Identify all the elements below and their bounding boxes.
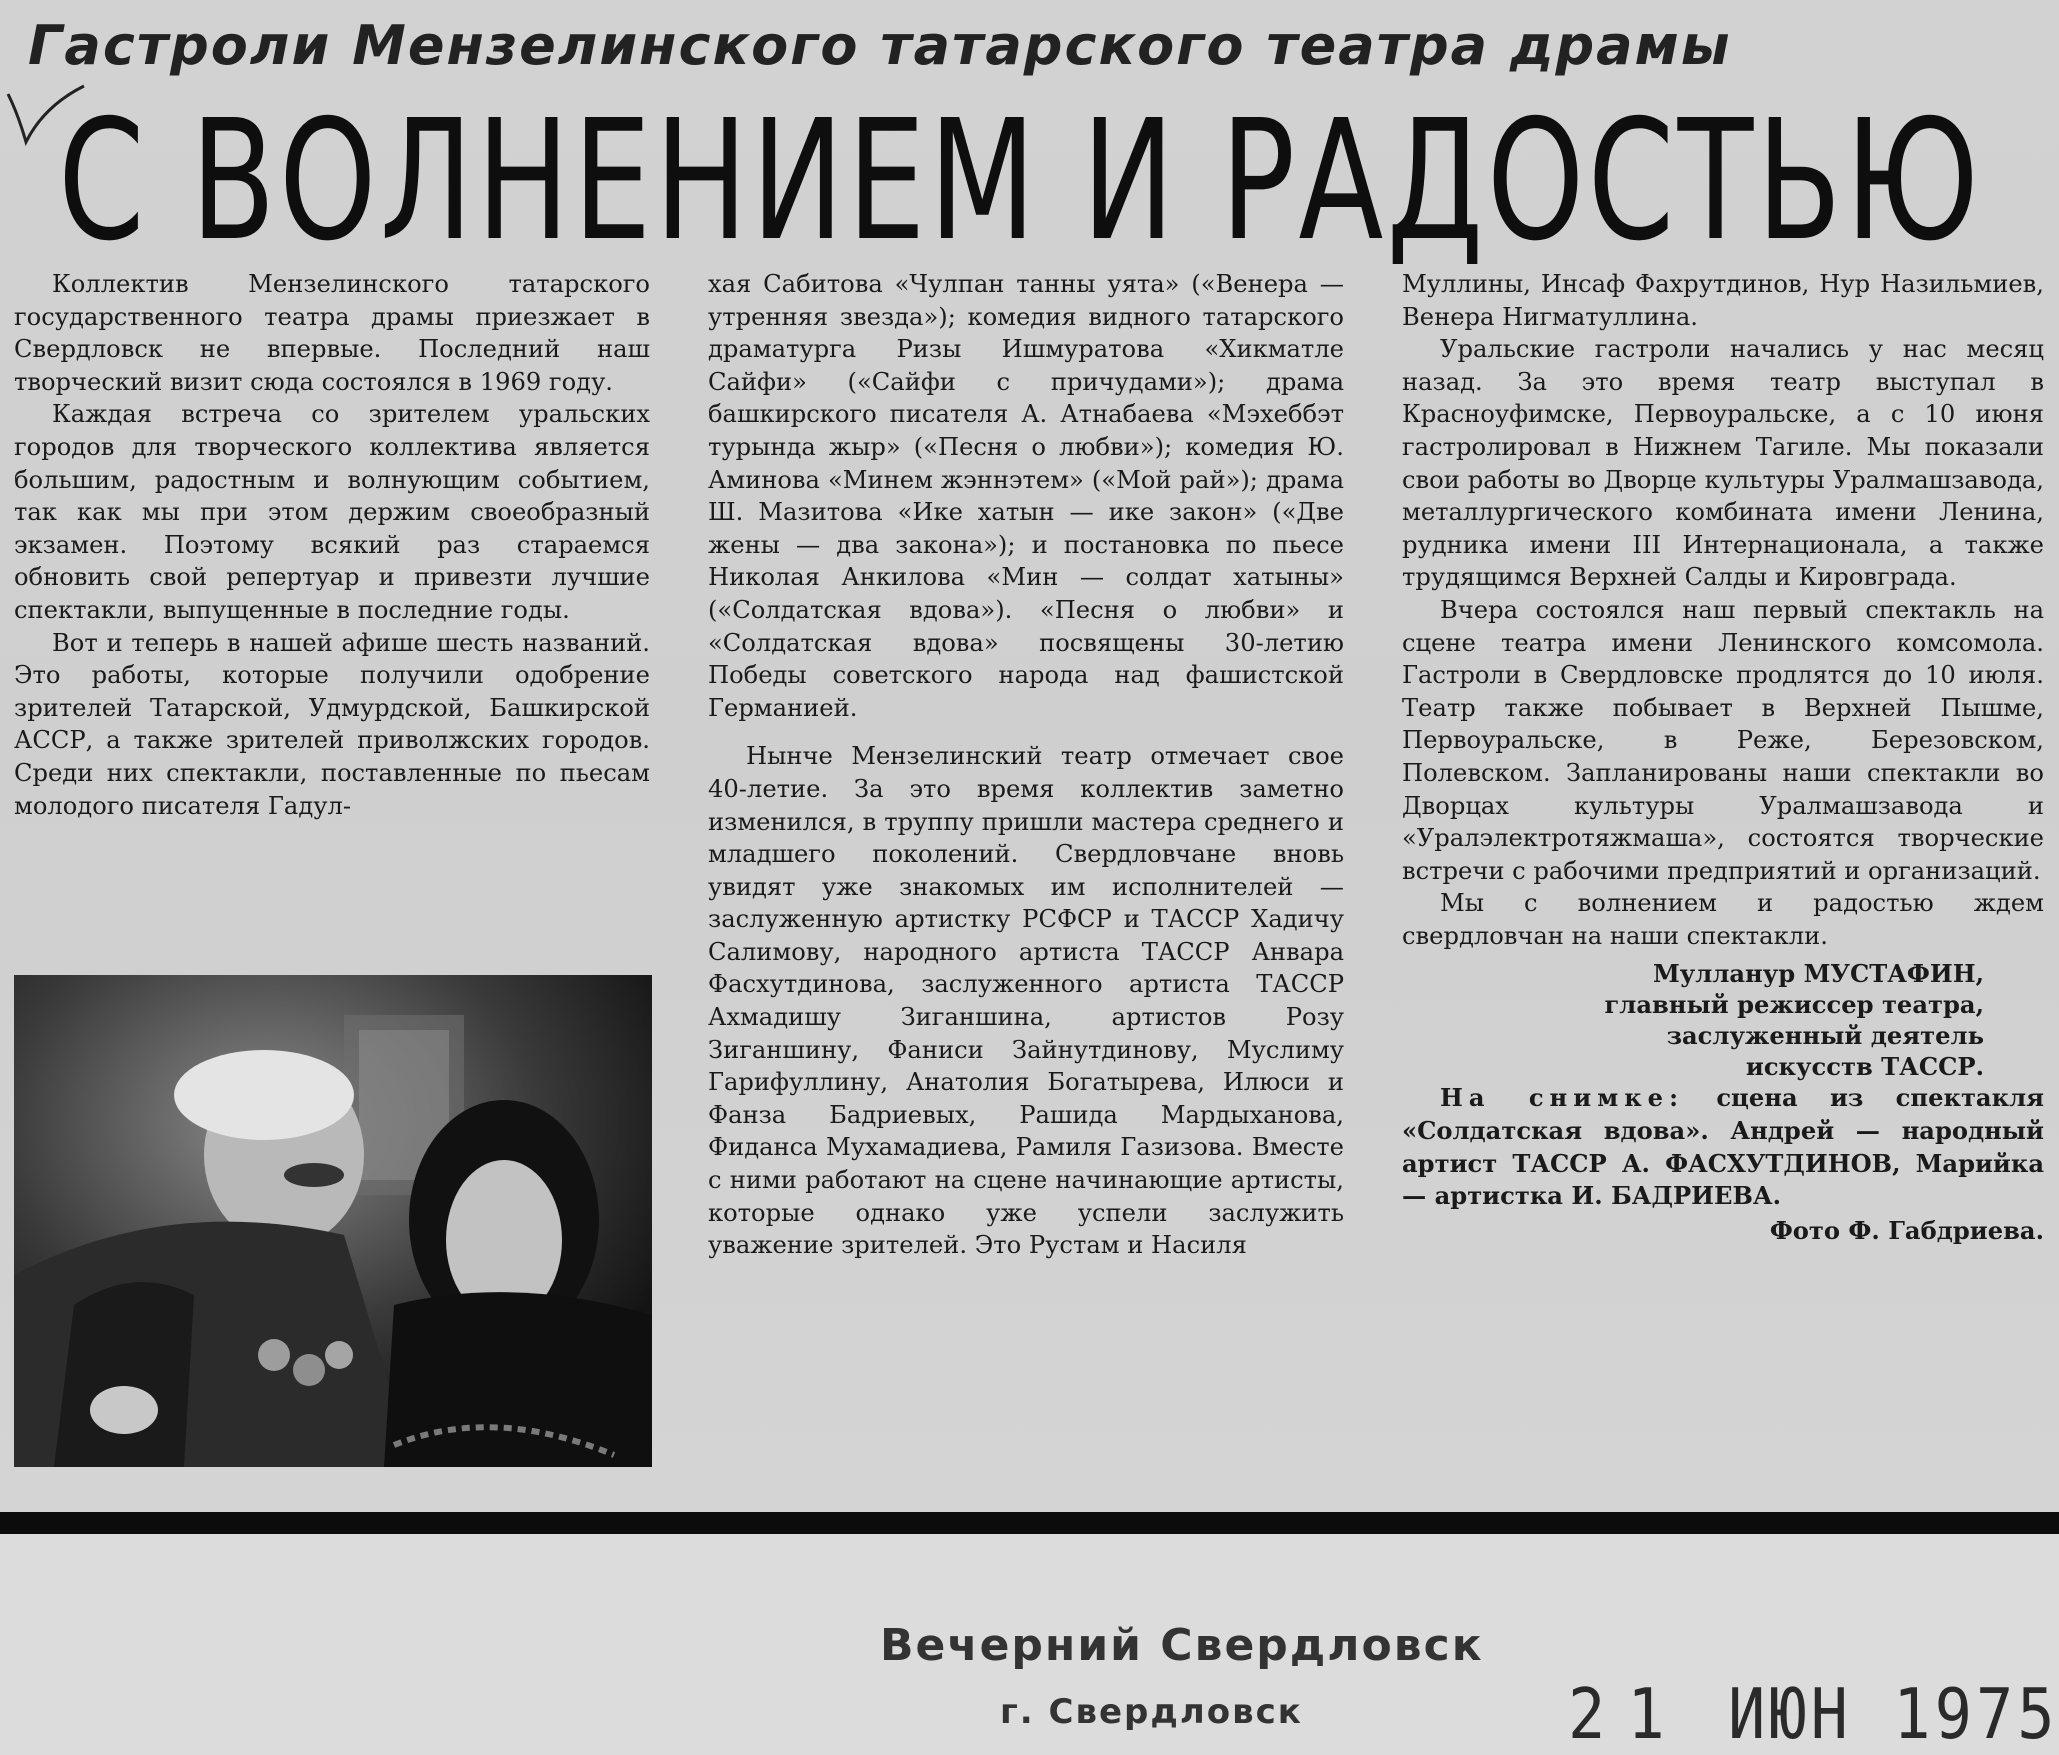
stamp-date-month: ИЮН — [1727, 1673, 1852, 1755]
photo-caption — [1402, 1082, 2044, 1212]
article-paragraph: Нынче Мензелинский театр отмечает свое 40-летие. За это время коллектив заметно изменился, в труппу пришли мастера среднего и младшего поколений. Свердловчане вновь увидят уже знакомых им исполнителей — заслуженную артистку РСФСР и ТАССР Хадичу Салимову, народного артиста ТАССР Анвара Фасхутдинова, заслуженного артиста ТАССР Ахмадишу Зиганшина, артистов Розу Зиганшину, Фаниси Зайнутдинову, Муслиму Гарифуллину, Анатолия Богатырева, Илюси и Фанза Бадриевых, Рашида Мардыханова, Фиданса Мухамадиева, Рамиля Газизова. Вместе с ними работают на сцене начинающие артисты, которые однако уже успели заслужить уважение зрителей. Это Рустам и Насиля — [708, 742, 1344, 1260]
article-column-2 — [708, 268, 1344, 1262]
article-headline: С ВОЛНЕНИЕМ И РАДОСТЬЮ — [58, 85, 1983, 278]
article-paragraph: Мы с волнением и радостью ждем свердловчан на наши спектакли. — [1402, 889, 2044, 950]
article-paragraph: Вчера состоялся наш первый спектакль на сцене театра имени Ленинского комсомола. Гастроли в Свердловске продлятся до 10 июля. Театр также побывает в Верхней Пышме, Первоуральске, в Реже, Березовском, Полевском. Запланированы наши спектакли во Дворцах культуры Уралмашзавода и «Уралэлектротяжмаша», состоятся творческие встречи с рабочими предприятий и организаций. — [1402, 595, 2044, 885]
stamp-newspaper-name: Вечерний Свердловск — [880, 1620, 1484, 1671]
scene-photo-image — [14, 975, 652, 1467]
scene-photo — [14, 975, 652, 1467]
clipping-border — [0, 1512, 2059, 1534]
article-column-3 — [1402, 268, 2044, 1247]
article-paragraph: Коллектив Мензелинского татарского государственного театра драмы приезжает в Свердловск не впервые. Последний наш творческий визит сюда состоялся в 1969 году. — [14, 270, 650, 396]
caption-text: сцена из спектакля «Солдатская вдова». Андрей — народный артист ТАССР А. ФАСХУТДИНОВ, Марийка — артистка И. БАДРИЕВА. — [1402, 1083, 2044, 1211]
article-paragraph: хая Сабитова «Чулпан танны уята» («Венера — утренняя звезда»); комедия видного татарского драматурга Ризы Ишмуратова «Хикматле Сайфи» («Сайфи с причудами»); драма башкирского писателя А. Атнабаева «Мэхеббэт турында жыр» («Песня о любви»); комедия Ю. Аминова «Минем жэннэтем» («Мой рай»); драма Ш. Мазитова «Ике хатын — ике закон» («Две жены — два закона»); и постановка по пьесе Николая Анкилова «Мин — солдат хатыны» («Солдатская вдова»). «Песня о любви» и «Солдатская вдова» посвящены 30-летию Победы советского народа над фашистской Германией. — [708, 270, 1344, 722]
photo-credit: Фото Ф. Габдриева. — [1769, 1215, 2044, 1245]
article-paragraph: Каждая встреча со зрителем уральских городов для творческого коллектива является большим, радостным и волнующим событием, так как мы при этом держим своеобразный экзамен. Поэтому всякий раз стараемся обновить свой репертуар и привезти лучшие спектакли, выпущенные в последние годы. — [14, 400, 650, 624]
author-signature — [1402, 958, 2044, 1082]
article-paragraph: Вот и теперь в нашей афише шесть названий. Это работы, которые получили одобрение зрителей Татарской, Удмурдской, Башкирской АССР, а также зрителей приволжских городов. Среди них спектакли, поставленные по пьесам молодого писателя Гадул- — [14, 628, 650, 820]
author-title: искусств ТАССР. — [1745, 1052, 1984, 1082]
article-kicker: Гастроли Мензелинского татарского театра драмы — [28, 14, 1732, 77]
stamp-date-year: 1975 — [1893, 1673, 2059, 1755]
stamp-date-day: 21 — [1568, 1673, 1687, 1755]
article-column-1 — [14, 268, 650, 822]
author-name: Мулланур МУСТАФИН, — [1653, 959, 1984, 989]
author-title: заслуженный деятель — [1666, 1021, 1984, 1051]
stamp-date — [1568, 1673, 2059, 1755]
author-title: главный режиссер театра, — [1604, 990, 1984, 1020]
stamp-city: г. Свердловск — [1000, 1692, 1303, 1732]
caption-lead: На снимке: — [1440, 1083, 1684, 1113]
article-paragraph: Муллины, Инсаф Фахрутдинов, Нур Назильмиев, Венера Нигматуллина. — [1402, 270, 2044, 331]
article-paragraph: Уральские гастроли начались у нас месяц назад. За это время театр выступал в Красноуфимске, Первоуральске, а с 10 июня гастролировал в Нижнем Тагиле. Мы показали свои работы во Дворце культуры Уралмашзавода, металлургического комбината имени Ленина, рудника имени III Интернационала, а также трудящимся Верхней Салды и Кировграда. — [1402, 335, 2044, 592]
